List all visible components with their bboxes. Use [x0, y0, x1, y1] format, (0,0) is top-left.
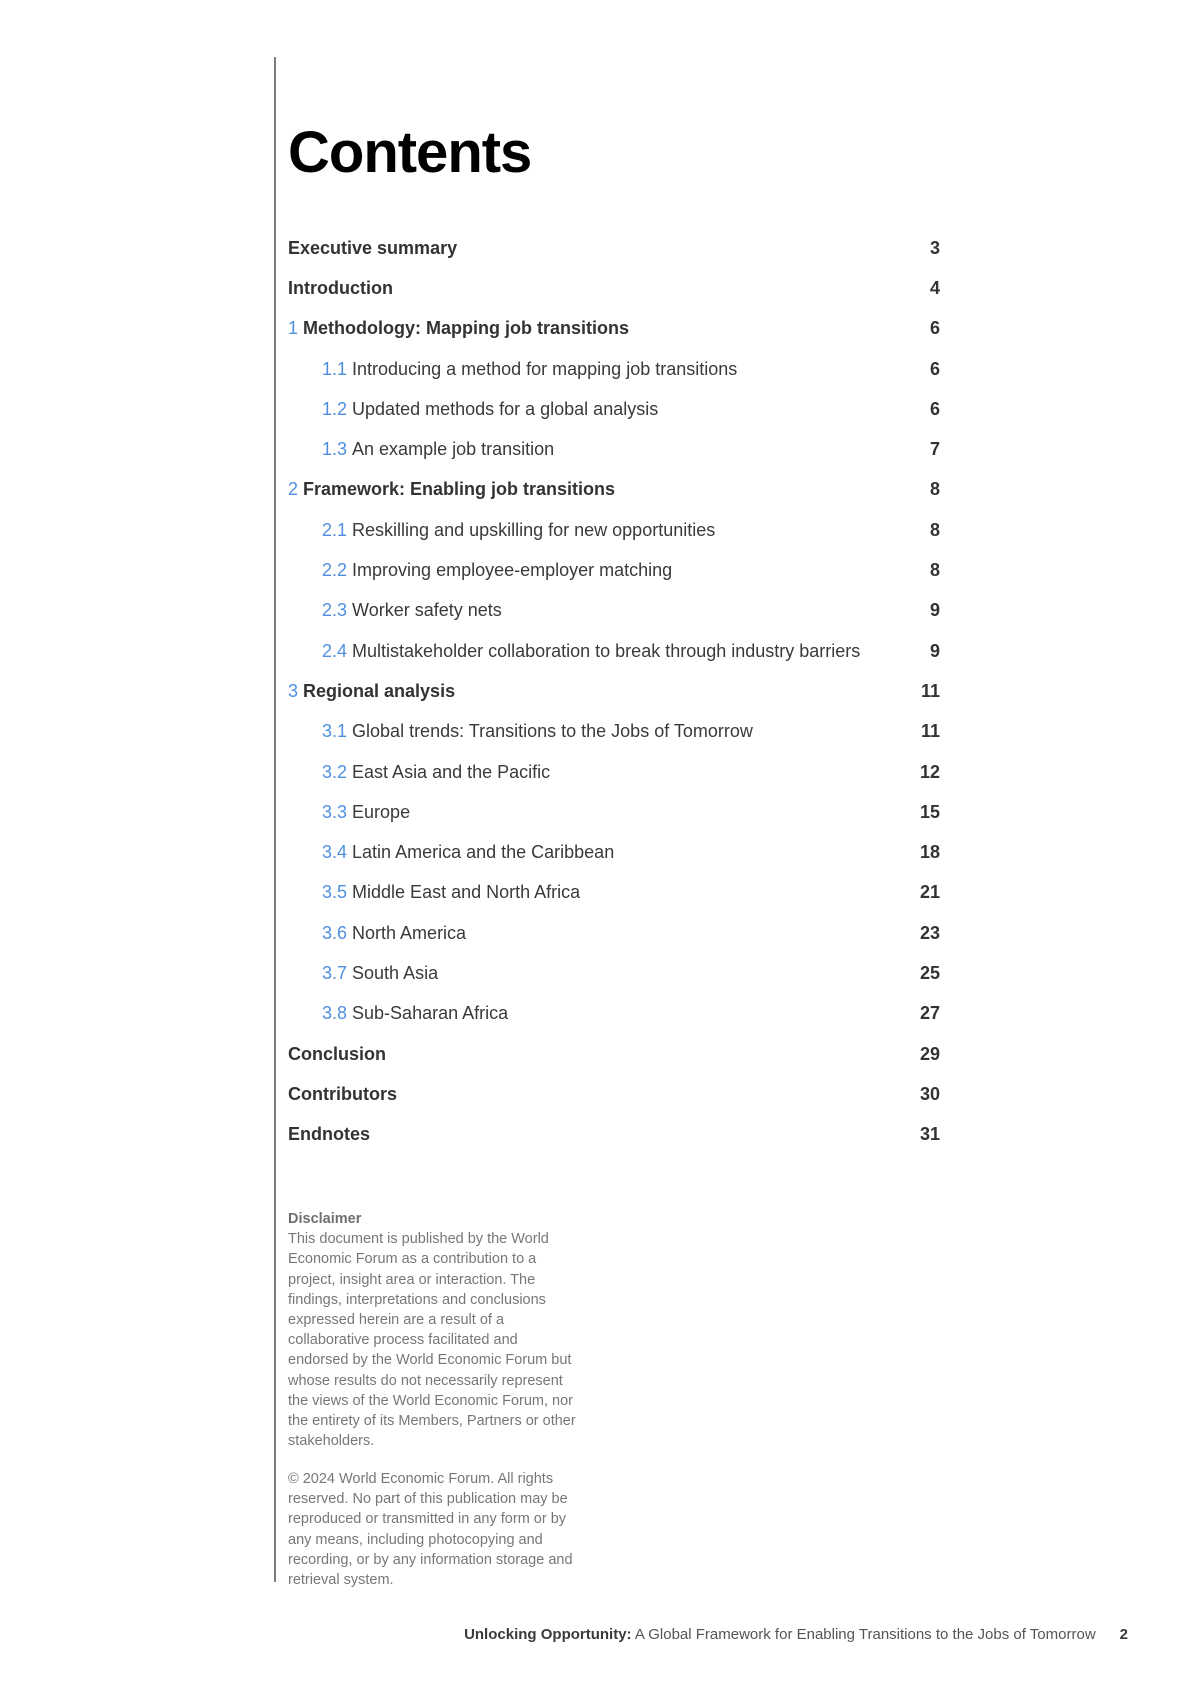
- toc-entry-text: Reskilling and upskilling for new opportunities: [352, 519, 716, 540]
- toc-section-link[interactable]: [288, 268, 940, 308]
- toc-entry-label: [288, 1044, 386, 1065]
- toc-section-link[interactable]: [288, 470, 940, 510]
- toc-entry-label: [288, 600, 502, 621]
- toc-entry-label: [288, 721, 753, 742]
- toc-entry-text: Europe: [352, 801, 411, 822]
- toc-entry-number: 1.1: [322, 358, 348, 379]
- toc-subsection-link[interactable]: [288, 752, 940, 792]
- toc-entry-text: Contributors: [288, 1083, 397, 1104]
- toc-entry-text: Worker safety nets: [352, 600, 502, 621]
- toc-entry-page-number: 21: [919, 882, 940, 903]
- page-footer: [464, 1626, 1128, 1643]
- toc-entry-page-number: 31: [919, 1124, 940, 1145]
- toc-entry-label: [288, 681, 455, 702]
- toc-entry-number: 3.4: [322, 842, 348, 863]
- toc-entry-text: South Asia: [352, 962, 439, 983]
- toc-subsection-link[interactable]: [288, 873, 940, 913]
- toc-subsection-link[interactable]: [288, 994, 940, 1034]
- toc-entry-number: 1: [288, 318, 299, 339]
- toc-entry-number: 1.2: [322, 398, 348, 419]
- toc-entry-text: Introducing a method for mapping job transitions: [352, 358, 738, 379]
- toc-entry-label: [288, 238, 457, 259]
- toc-entry-text: An example job transition: [352, 439, 555, 460]
- toc-subsection-link[interactable]: [288, 429, 940, 469]
- toc-entry-label: [288, 359, 737, 380]
- toc-entry-number: 2.1: [322, 519, 348, 540]
- toc-subsection-link[interactable]: [288, 792, 940, 832]
- toc-entry-label: [288, 318, 629, 339]
- toc-entry-text: Multistakeholder collaboration to break through industry barriers: [352, 640, 861, 661]
- toc-entry-label: [288, 923, 466, 944]
- toc-entry-page-number: 6: [929, 318, 940, 339]
- toc-subsection-link[interactable]: [288, 953, 940, 993]
- toc-entry-label: [288, 882, 580, 903]
- toc-entry-label: [288, 278, 393, 299]
- toc-subsection-link[interactable]: [288, 550, 940, 590]
- toc-entry-page-number: 8: [929, 519, 940, 540]
- toc-entry-label: [288, 641, 860, 662]
- toc-entry-text: Endnotes: [288, 1124, 371, 1145]
- toc-entry-page-number: 30: [919, 1083, 940, 1104]
- toc-entry-label: [288, 399, 658, 420]
- toc-entry-label: [288, 1003, 508, 1024]
- toc-entry-label: [288, 762, 550, 783]
- toc-subsection-link[interactable]: [288, 389, 940, 429]
- toc-entry-text: Methodology: Mapping job transitions: [303, 318, 629, 339]
- toc-entry-label: [288, 842, 614, 863]
- toc-entry-label: [288, 963, 438, 984]
- toc-section-link[interactable]: [288, 1034, 940, 1074]
- disclaimer-block: [288, 1209, 588, 1451]
- toc-entry-page-number: 12: [919, 761, 940, 782]
- toc-entry-label: [288, 560, 672, 581]
- footer-report-title-bold: Unlocking Opportunity:: [464, 1626, 632, 1643]
- table-of-contents: [288, 228, 940, 1155]
- toc-entry-page-number: 27: [919, 1003, 940, 1024]
- toc-entry-number: 2.2: [322, 560, 348, 581]
- toc-entry-number: 3.5: [322, 882, 348, 903]
- footer-page-number: 2: [1119, 1626, 1128, 1643]
- toc-subsection-link[interactable]: [288, 832, 940, 872]
- page-title: Contents: [288, 120, 532, 185]
- toc-entry-number: 3.7: [322, 962, 348, 983]
- toc-entry-number: 3.6: [322, 922, 348, 943]
- toc-entry-number: 2: [288, 479, 299, 500]
- toc-section-link[interactable]: [288, 228, 940, 268]
- toc-subsection-link[interactable]: [288, 712, 940, 752]
- toc-entry-page-number: 3: [929, 237, 940, 258]
- toc-entry-text: East Asia and the Pacific: [352, 761, 551, 782]
- toc-entry-text: Framework: Enabling job transitions: [303, 479, 616, 500]
- toc-entry-text: Introduction: [288, 277, 393, 298]
- toc-entry-page-number: 25: [919, 962, 940, 983]
- toc-entry-text: Latin America and the Caribbean: [352, 842, 615, 863]
- toc-entry-text: Conclusion: [288, 1043, 386, 1064]
- toc-entry-number: 3.3: [322, 801, 348, 822]
- toc-section-link[interactable]: [288, 1074, 940, 1114]
- toc-subsection-link[interactable]: [288, 591, 940, 631]
- toc-entry-number: 3.8: [322, 1003, 348, 1024]
- toc-entry-label: [288, 520, 715, 541]
- toc-entry-number: 1.3: [322, 439, 348, 460]
- toc-entry-label: [288, 1084, 397, 1105]
- toc-entry-page-number: 4: [929, 277, 940, 298]
- left-vertical-rule: [274, 57, 276, 1582]
- toc-entry-text: Updated methods for a global analysis: [352, 398, 659, 419]
- toc-entry-page-number: 11: [920, 721, 940, 742]
- toc-entry-label: [288, 802, 410, 823]
- toc-entry-text: Regional analysis: [303, 680, 456, 701]
- toc-entry-number: 2.4: [322, 640, 348, 661]
- toc-subsection-link[interactable]: [288, 631, 940, 671]
- toc-section-link[interactable]: [288, 1115, 940, 1155]
- toc-section-link[interactable]: [288, 309, 940, 349]
- toc-entry-number: 3: [288, 680, 299, 701]
- toc-entry-page-number: 6: [929, 398, 940, 419]
- toc-entry-page-number: 9: [929, 640, 940, 661]
- toc-entry-page-number: 23: [919, 922, 940, 943]
- toc-entry-label: [288, 479, 615, 500]
- disclaimer-title: Disclaimer: [288, 1211, 362, 1227]
- toc-entry-page-number: 7: [929, 439, 940, 460]
- toc-entry-page-number: 18: [919, 842, 940, 863]
- toc-entry-page-number: 29: [919, 1043, 940, 1064]
- toc-entry-label: [288, 439, 554, 460]
- toc-entry-page-number: 8: [929, 560, 940, 581]
- toc-entry-page-number: 9: [929, 600, 940, 621]
- toc-subsection-link[interactable]: [288, 349, 940, 389]
- toc-entry-number: 3.2: [322, 761, 348, 782]
- toc-entry-text: Executive summary: [288, 237, 458, 258]
- toc-section-link[interactable]: [288, 671, 940, 711]
- toc-entry-text: North America: [352, 922, 467, 943]
- toc-entry-text: Sub-Saharan Africa: [352, 1003, 509, 1024]
- toc-entry-page-number: 8: [929, 479, 940, 500]
- toc-entry-page-number: 6: [929, 358, 940, 379]
- toc-entry-label: [288, 1124, 370, 1145]
- toc-entry-page-number: 11: [920, 680, 940, 701]
- disclaimer-body: This document is published by the World Economic Forum as a contribution to a project, insight area or interaction. The findings, interpretations and conclusions expressed herein are a result of a collaborative process facilitated and endorsed by the World Economic Forum but whose results do not necessarily represent the views of the World Economic Forum, nor the entirety of its Members, Partners or other stakeholders.: [288, 1231, 576, 1450]
- toc-subsection-link[interactable]: [288, 913, 940, 953]
- toc-entry-text: Middle East and North Africa: [352, 882, 581, 903]
- toc-entry-number: 3.1: [322, 721, 348, 742]
- footer-report-title-rest: A Global Framework for Enabling Transitions to the Jobs of Tomorrow: [631, 1626, 1096, 1643]
- toc-entry-text: Improving employee-employer matching: [352, 560, 673, 581]
- copyright-notice: © 2024 World Economic Forum. All rights reserved. No part of this publication may be reproduced or transmitted in any form or by any means, including photocopying and recording, or by any information storage and retrieval system.: [288, 1471, 573, 1589]
- toc-subsection-link[interactable]: [288, 510, 940, 550]
- toc-entry-page-number: 15: [919, 801, 940, 822]
- toc-entry-number: 2.3: [322, 600, 348, 621]
- toc-entry-text: Global trends: Transitions to the Jobs of Tomorrow: [352, 721, 753, 742]
